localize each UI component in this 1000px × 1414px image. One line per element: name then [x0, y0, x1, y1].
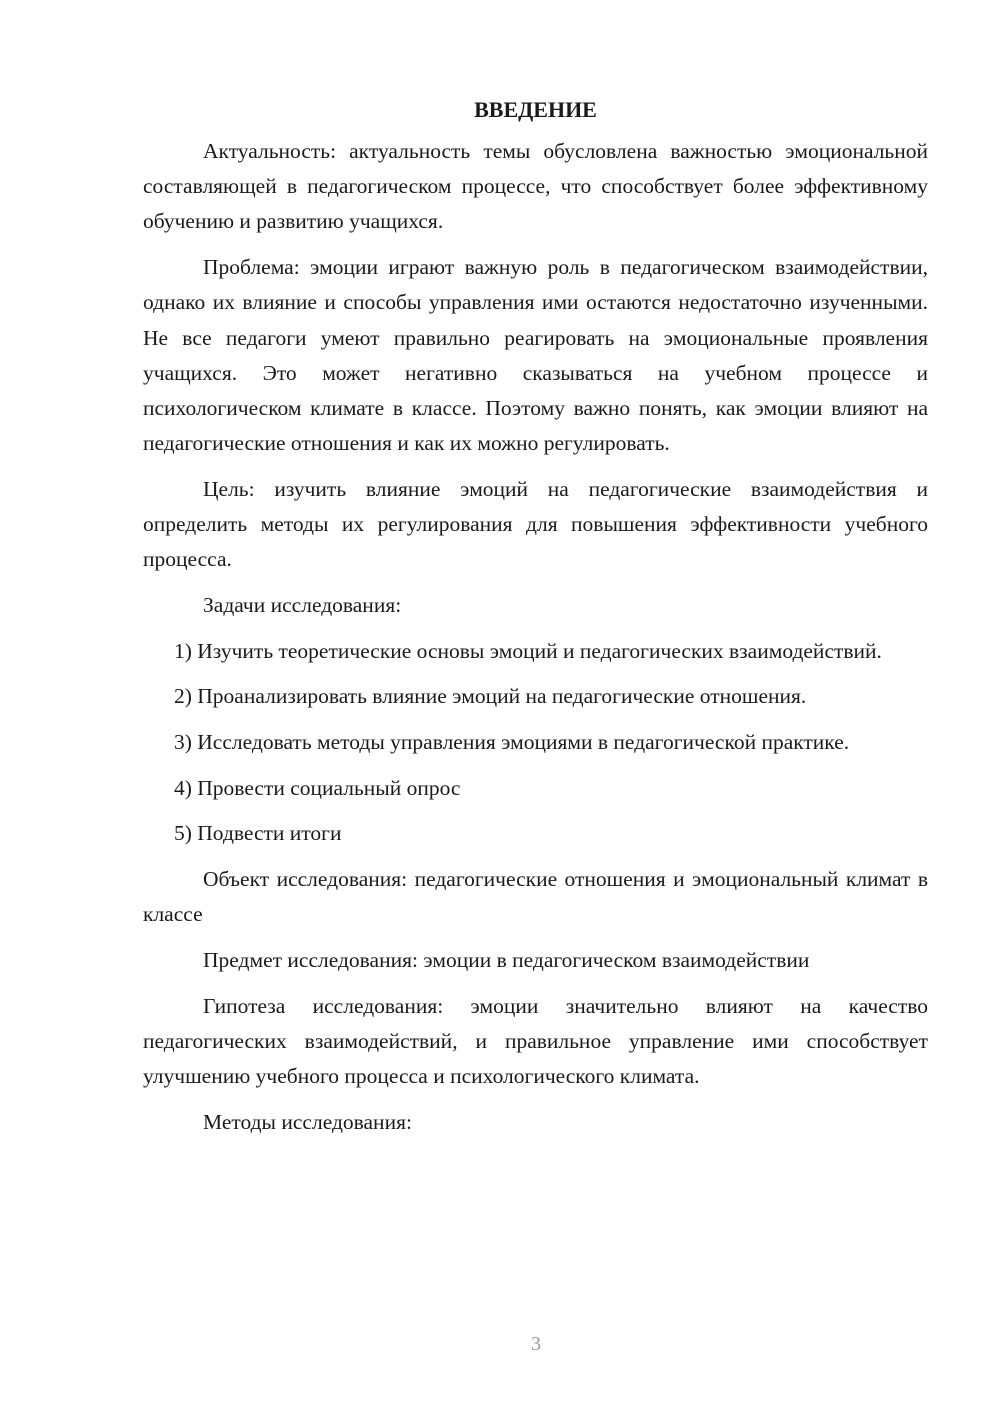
- tasks-list: [143, 634, 928, 852]
- problem-paragraph: Проблема: эмоции играют важную роль в педагогическом взаимодействии, однако их влияние и способы управления ими остаются недостаточно изученными. Не все педагоги умеют правильно реагировать на эмоциональные проявления учащихся. Это может негативно сказываться на учебном процессе и психологическом климате в классе. Поэтому важно понять, как эмоции влияют на педагогические отношения и как их можно регулировать.: [143, 255, 928, 456]
- section-title: ВВЕДЕНИЕ: [474, 97, 597, 122]
- hypothesis-paragraph: Гипотеза исследования: эмоции значительно влияют на качество педагогических взаимодействий, и правильное управление ими способствует улучшению учебного процесса и психологического климата.: [143, 993, 928, 1089]
- task-item: 1) Изучить теоретические основы эмоций и педагогических взаимодействий.: [174, 638, 882, 663]
- relevance-paragraph: Актуальность: актуальность темы обусловлена важностью эмоциональной составляющей в педагогическом процессе, что способствует более эффективному обучению и развитию учащихся.: [143, 139, 928, 234]
- research-object-paragraph: Объект исследования: педагогические отношения и эмоциональный климат в классе: [143, 867, 928, 927]
- task-item: 2) Проанализировать влияние эмоций на педагогические отношения.: [174, 684, 807, 709]
- task-item: 5) Подвести итоги: [174, 821, 342, 846]
- task-item: 4) Провести социальный опрос: [174, 775, 461, 800]
- document-page: [143, 94, 928, 1151]
- task-item: 3) Исследовать методы управления эмоциями в педагогической практике.: [174, 730, 850, 755]
- page-number: 3: [531, 1333, 541, 1355]
- research-subject-paragraph: Предмет исследования: эмоции в педагогическом взаимодействии: [203, 948, 810, 973]
- tasks-heading: Задачи исследования:: [203, 592, 402, 617]
- goal-paragraph: Цель: изучить влияние эмоций на педагогические взаимодействия и определить методы их регулирования для повышения эффективности учебного процесса.: [143, 476, 928, 572]
- methods-heading: Методы исследования:: [203, 1109, 412, 1134]
